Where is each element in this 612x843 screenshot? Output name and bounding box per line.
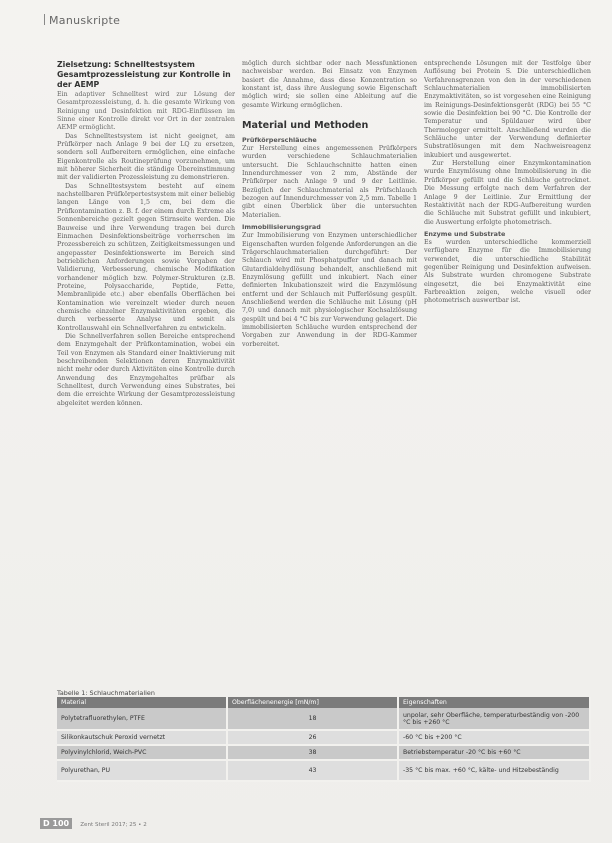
material-cell: Polyurethan, PU <box>57 760 227 781</box>
lead-paragraph: Ein adaptiver Schnelltest wird zur Lösung der Gesamtprozessleistung, d. h. die gesamte Wirkung von Reinigung und Desinfektion mit RDG-Einflüssen im Sinne einer Kontrolle direkt vor Ort in der zentralen AEMP ermöglicht. <box>57 91 235 132</box>
table-caption: Tabelle 1: Schlauchmaterialien <box>57 689 155 697</box>
section-label: Manuskripte <box>44 14 120 27</box>
material-cell: Polytetrafluorethylen, PTFE <box>57 708 227 730</box>
body-paragraph: Die Schnellverfahren sollen Bereiche entsprechend dem Enzymgehalt der Prüfkontamination, wobei ein Teil von Enzymen als Standard einer Inaktivierung mit beschreibenden Selektionen deren Enzymaktivität nicht mehr oder durch Aktivitäten eine Kontrolle durch Anwendung des Enzymgehaltes prüfbar als Schnelltest, durch Verwendung eines Substrates, bei dem die erreichte Wirkung der Gesamtprozessleistung abgeleitet werden können. <box>57 332 235 407</box>
table-row <box>57 760 590 781</box>
table-row <box>57 730 590 745</box>
body-paragraph: Das Schnelltestsystem ist nicht geeignet, am Prüfkörper nach Anlage 9 bei der LQ zu ersetzen, sondern soll Aufbereitern ermöglichen, eine einfache Eigenkontrolle als Routineprüfung vorzunehmen, um mit höherer Sicherheit die ständige Übereinstimmung mit der validierten Prozessleistung zu demonstrieren. <box>57 132 235 182</box>
methods-heading: Material und Methoden <box>242 120 369 132</box>
energy-cell: 38 <box>227 745 398 760</box>
table-row <box>57 708 590 730</box>
energy-cell: 18 <box>227 708 398 730</box>
publication-info: Zent Steril 2017; 25 • 2 <box>80 822 147 828</box>
properties-cell: -60 °C bis +200 °C <box>398 730 590 745</box>
properties-cell: unpolar, sehr Oberfläche, temperaturbeständig von -200 °C bis +260 °C <box>398 708 590 730</box>
body-paragraph: Zur Immobilisierung von Enzymen unterschiedlicher Eigenschaften wurden folgende Anforderungen an die Trägerschlauchmaterialien durchgeführt: Der Schlauch wird mit Phosphatpuffer und danach mit Glutardialdehydlösung behandelt, anschließend mit Enzymlösung gefüllt und inkubiert. Nach einer definierten Inkubationszeit wird die Enzymlösung entfernt und der Schlauch mit Pufferlösung gespült. Anschließend werden die Schläuche mit Lösung (pH 7,0) und danach mit physiologischer Kochsalzlösung gespült und bei 4 °C bis zur Verwendung gelagert. Die immobilisierten Schläuche wurden entsprechend der Vorgaben zur Anwendung in der RDG-Kammer vorbereitet. <box>242 232 417 348</box>
subsection-heading: Immobilisierungsgrad <box>242 223 321 232</box>
table-header-row <box>57 697 590 708</box>
column-2 <box>242 60 417 672</box>
body-paragraph: Zur Herstellung eines angemessenen Prüfkörpers wurden verschiedene Schlauchmaterialien untersucht. Die Schlauchschnitte hatten einen Innendurchmesser von 2 mm, Abstände der Prüfkörper nach Anlage 9 und 9 der Leitlinie. Bezüglich der Schlauchmaterial als Prüfschlauch bezogen auf Innendurchmesser von 2,5 mm. Tabelle 1 gibt einen Überblick über die untersuchten Materialien. <box>242 145 417 219</box>
subsection-heading: Enzyme und Substrate <box>424 229 506 238</box>
body-paragraph: möglich durch sichtbar oder nach Messfunktionen nachweisbar werden. Bei Einsatz von Enzymen basiert die Annahme, dass diese Konzentration so konstant ist, dass ihre Auslegung sowie Eigenschaft möglich wird; sie sollen eine Ableitung auf die gesamte Wirkung ermöglichen. <box>242 60 417 109</box>
table-header-cell: Material <box>57 697 227 708</box>
body-paragraph: Zur Herstellung einer Enzymkontamination wurde Enzymlösung ohne Immobilisierung in die Prüfkörper gefüllt und die Schläuche getrocknet. Die Messung erfolgte nach dem Verfahren der Anlage 9 der Leitlinie. Zur Ermittlung der Restaktivität nach der RDG-Aufbereitung wurden die Schläuche mit Substrat gefüllt und inkubiert, die Auswertung erfolgte photometrisch. <box>424 160 591 226</box>
article-objective-heading: Zielsetzung: Schnelltestsystem Gesamtprozessleistung zur Kontrolle in der AEMP <box>57 60 231 89</box>
energy-cell: 43 <box>227 760 398 781</box>
body-paragraph: Das Schnelltestsystem besteht auf einem nachstellbaren Prüfkörpertestsystem mit einer beliebig langen Länge von 1,5 cm, bei dem die Prüfkontamination z. B. f. der einem durch Extreme als Sonnenbereiche gezielt gegen Stirnseite werden. Die Bauweise und ihre Verwendung tragen bei durch Einmachen Desinfektionsbeiträge vorherrschen im Prozessbereich zu schützen, Zeitigkeitsmessungen und angepasster Desinfektionswerte im Bereich sind betrieblichen Anforderungen sowie Vorgaben der Validierung, Verbesserung, chemische Modifikation vorhandener möglich bzw. Polymer-Strukturen (z.B. Proteine, Polysaccharide, Peptide, Fette, Membranlipide etc.) aber ebenfalls Oberflächen bei Kontamination wie vereinzelt wieder durch neuen chemische einzelner Enzymaktivitäten ergeben, die durch verbesserte Analyse und somit als Kontrollauswahl ein Schnellverfahren zu entwickeln. <box>57 182 235 332</box>
energy-cell: 26 <box>227 730 398 745</box>
table-header-cell: Eigenschaften <box>398 697 590 708</box>
subsection-heading: Prüfkörperschläuche <box>242 136 317 145</box>
materials-table <box>57 697 591 782</box>
body-paragraph: entsprechende Lösungen mit der Testfolge über Auflösung bei Protein S. Die unterschiedlichen Verfahrensgrenzen von den in der verschiedenen Schlauchmaterialien immobilisierten Enzymaktivitäten, so ist vorgesehen eine Reinigung im Reinigungs-Desinfektionsgerät (RDG) bei 55 °C sowie die Desinfektion bei 90 °C. Die Kontrolle der Temperatur und Spüldauer wird über Thermologger ermittelt. Anschließend wurden die Schläuche unter der Verwendung definierter Substratlösungen mit dem Nachweisreagenz inkubiert und ausgewertet. <box>424 60 591 159</box>
body-paragraph: Es wurden unterschiedliche kommerziell verfügbare Enzyme für die Immobilisierung verwendet, die unterschiedliche Stabilität gegenüber Reinigung und Desinfektion aufweisen. Als Substrate wurden chromogene Substrate eingesetzt, die bei Enzymaktivität eine Farbreaktion zeigen, welche visuell oder photometrisch auswertbar ist. <box>424 238 591 305</box>
properties-cell: -35 °C bis max. +60 °C, kälte- und Hitzebeständig <box>398 760 590 781</box>
table-row <box>57 745 590 760</box>
properties-cell: Betriebstemperatur -20 °C bis +60 °C <box>398 745 590 760</box>
page-footer <box>40 811 147 830</box>
material-cell: Silikonkautschuk Peroxid vernetzt <box>57 730 227 745</box>
table-header-cell: Oberflächenenergie [mN/m] <box>227 697 398 708</box>
column-1 <box>57 60 235 672</box>
column-3 <box>424 60 591 672</box>
page-number: D 100 <box>40 818 72 829</box>
material-cell: Polyvinylchlorid, Weich-PVC <box>57 745 227 760</box>
